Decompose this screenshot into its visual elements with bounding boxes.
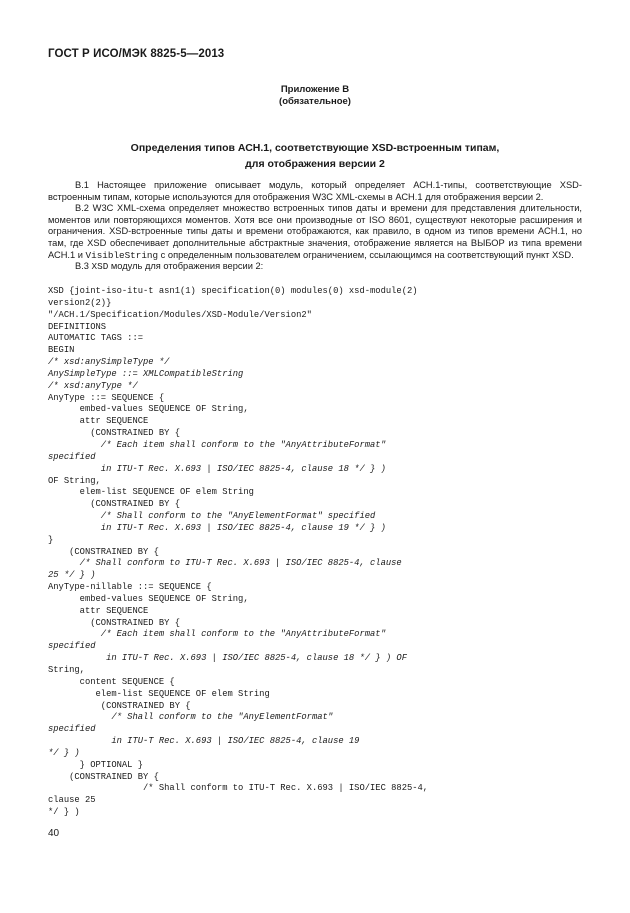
code-line: /* Each item shall conform to the "AnyAttributeFormat" <box>48 629 386 640</box>
paragraph-b3-text-a: В.3 <box>75 261 92 272</box>
code-line: /* Shall conform to the "AnyElementFormat" <box>48 712 334 723</box>
code-line: (CONSTRAINED BY { <box>48 617 180 628</box>
code-line: elem-list SEQUENCE OF elem String <box>48 487 254 498</box>
code-line: specified <box>48 641 96 652</box>
paragraph-b3-code: XSD <box>91 261 109 273</box>
code-line: String, <box>48 665 85 675</box>
body-text <box>48 180 582 273</box>
code-line: /* Shall conform to ITU-T Rec. X.693 | ISO/IEC 8825-4, clause <box>48 558 402 569</box>
code-line: } <box>48 534 54 545</box>
code-line: content SEQUENCE { <box>48 676 175 687</box>
section-title-line-2: для отображения версии 2 <box>245 158 385 170</box>
code-line: 25 */ } ) <box>48 570 96 581</box>
asn1-code-listing <box>48 286 428 819</box>
code-line: /* xsd:anyType */ <box>48 380 138 391</box>
paragraph-b2-text-a: В.2 W3C XML-схема определяет множество встроенных типов даты и времени для представления длительности, моментов или повторяющихся моментов. Хотя все они производные от ISO 8601, существуют некоторые расширения и ограничения. XSD-встроенные типы даты и времени отображаются, как правило, в одном из типов времени АСН.1, но там, где XSD обеспечивает дополнительные абстрактные значения, отображение является на ВЫБОР из типа времени АСН.1 и <box>48 203 582 260</box>
code-line: /* Shall conform to ITU-T Rec. X.693 | ISO/IEC 8825-4, <box>48 783 429 794</box>
code-line: (CONSTRAINED BY { <box>48 700 191 711</box>
code-line: clause 25 <box>48 795 96 806</box>
annex-title: Приложение В <box>280 84 350 95</box>
code-line: embed-values SEQUENCE OF String, <box>48 593 249 604</box>
code-line: XSD {joint-iso-itu-t asn1(1) specification(0) modules(0) xsd-module(2) <box>48 286 418 296</box>
paragraph-b1: В.1 Настоящее приложение описывает модуль, который определяет АСН.1-типы, соответствующие XSD-встроенным типам, которые используются для отображения W3C XML-схемы в АСН.1 для отображения версии 2. <box>48 180 582 202</box>
code-line: (CONSTRAINED BY { <box>48 546 159 557</box>
code-line: AnySimpleType ::= XMLCompatibleString <box>48 368 244 379</box>
code-line: attr SEQUENCE <box>48 416 149 427</box>
code-line: BEGIN <box>48 345 75 356</box>
code-line: AUTOMATIC TAGS ::= <box>48 333 144 344</box>
paragraph-b2-code: VisibleString <box>85 249 159 261</box>
code-line: in ITU-T Rec. X.693 | ISO/IEC 8825-4, clause 19 */ } ) <box>48 522 386 533</box>
code-line: */ } ) <box>48 807 80 818</box>
paragraph-b3-text-b: модуль для отображения версии 2: <box>108 261 264 272</box>
code-line: elem-list SEQUENCE OF elem String <box>48 688 270 699</box>
code-line: version2(2)} <box>48 297 112 308</box>
annex-status: (обязательное) <box>279 96 351 107</box>
code-line: (CONSTRAINED BY { <box>48 428 180 439</box>
code-line: } OPTIONAL } <box>48 759 144 770</box>
code-line: AnyType-nillable ::= SEQUENCE { <box>48 582 212 593</box>
code-line: OF String, <box>48 475 101 486</box>
code-line: (CONSTRAINED BY { <box>48 499 180 510</box>
document-header: ГОСТ Р ИСО/МЭК 8825-5—2013 <box>48 48 225 60</box>
code-line: embed-values SEQUENCE OF String, <box>48 404 249 415</box>
code-line: /* Shall conform to the "AnyElementFormat" specified <box>48 511 376 522</box>
code-line: attr SEQUENCE <box>48 605 149 616</box>
paragraph-b3 <box>48 261 582 273</box>
section-title <box>0 140 630 172</box>
code-line: in ITU-T Rec. X.693 | ISO/IEC 8825-4, clause 18 */ } ) <box>48 463 386 474</box>
code-line: "/ACH.1/Specification/Modules/XSD-Module/Version2" <box>48 309 312 320</box>
code-line: specified <box>48 451 96 462</box>
code-line: specified <box>48 724 96 735</box>
code-line: /* xsd:anySimpleType */ <box>48 357 170 368</box>
page-number: 40 <box>48 828 60 839</box>
code-line: in ITU-T Rec. X.693 | ISO/IEC 8825-4, clause 19 <box>48 736 360 747</box>
code-line: /* Each item shall conform to the "AnyAttributeFormat" <box>48 439 386 450</box>
paragraph-b2-text-b: с определенным пользователем ограничением, ссылающимся на соответствующий пункт XSD. <box>158 249 574 260</box>
code-line: in ITU-T Rec. X.693 | ISO/IEC 8825-4, clause 18 */ } ) OF <box>48 653 407 664</box>
code-line: */ } ) <box>48 747 80 758</box>
code-line: DEFINITIONS <box>48 321 107 332</box>
paragraph-b2 <box>48 203 582 261</box>
code-line: AnyType ::= SEQUENCE { <box>48 392 165 403</box>
section-title-line-1: Определения типов АСН.1, соответствующие XSD-встроенным типам, <box>130 142 500 154</box>
code-line: (CONSTRAINED BY { <box>48 771 159 782</box>
